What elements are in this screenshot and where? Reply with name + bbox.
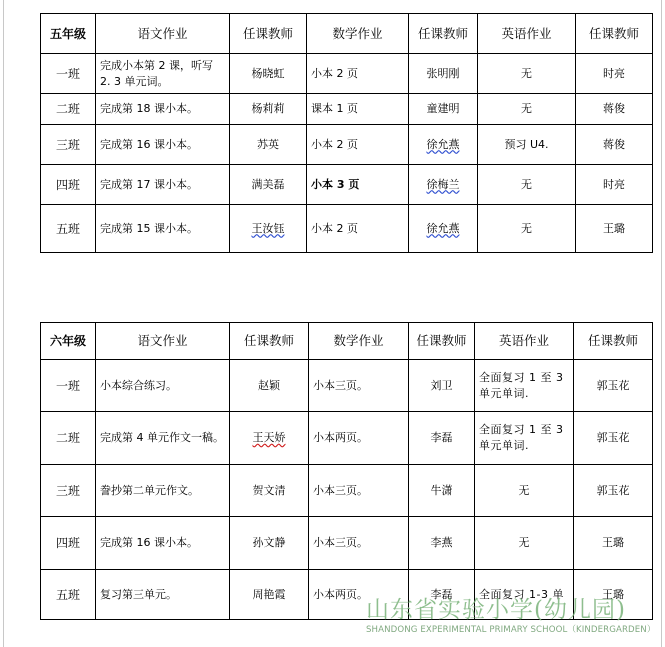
grade-label: 五年级 <box>41 14 96 54</box>
chinese-homework: 完成第 15 课小本。 <box>96 205 230 253</box>
header-teacher: 任课教师 <box>409 323 475 360</box>
class-name: 一班 <box>41 360 96 412</box>
math-homework: 小本三页。 <box>309 360 409 412</box>
chinese-homework: 完成第 16 课小本。 <box>96 517 230 570</box>
english-homework: 无 <box>478 94 576 125</box>
english-teacher: 王璐 <box>574 570 653 620</box>
math-teacher: 牛潇 <box>409 465 475 517</box>
english-teacher: 蒋俊 <box>576 125 653 165</box>
english-homework: 预习 U4. <box>478 125 576 165</box>
header-teacher: 任课教师 <box>576 14 653 54</box>
spellcheck-underlined-name: 王天娇 <box>252 431 286 444</box>
english-teacher: 蒋俊 <box>576 94 653 125</box>
chinese-teacher: 赵颖 <box>230 360 309 412</box>
chinese-homework: 完成第 4 单元作文一稿。 <box>96 412 230 465</box>
math-homework: 小本 3 页 <box>307 165 409 205</box>
table-row <box>41 205 653 253</box>
english-homework: 全面复习 1 至 3 单元单词. <box>475 412 574 465</box>
grade6-homework-table <box>40 322 653 620</box>
table-header-row <box>41 323 653 360</box>
chinese-homework: 小本综合练习。 <box>96 360 230 412</box>
math-teacher: 张明刚 <box>409 54 478 94</box>
chinese-teacher: 杨莉莉 <box>230 94 307 125</box>
table-row <box>41 360 653 412</box>
english-teacher: 郭玉花 <box>574 465 653 517</box>
table-row <box>41 94 653 125</box>
english-teacher: 王璐 <box>576 205 653 253</box>
chinese-homework: 完成第 18 课小本。 <box>96 94 230 125</box>
math-teacher <box>409 165 478 205</box>
header-english-homework: 英语作业 <box>478 14 576 54</box>
english-homework: 全面复习 1-3 单 <box>475 570 574 620</box>
chinese-homework: 完成小本第 2 课，听写 2. 3 单元词。 <box>96 54 230 94</box>
spellcheck-underlined-name: 徐梅兰 <box>426 177 460 191</box>
page-left-edge <box>3 0 4 647</box>
class-name: 四班 <box>41 517 96 570</box>
spellcheck-underlined-name: 徐允燕 <box>426 137 460 151</box>
math-teacher <box>409 125 478 165</box>
class-name: 三班 <box>41 125 96 165</box>
math-teacher: 李磊 <box>409 570 475 620</box>
english-homework: 无 <box>478 165 576 205</box>
class-name: 五班 <box>41 205 96 253</box>
math-homework: 小本 2 页 <box>307 54 409 94</box>
chinese-teacher <box>230 205 307 253</box>
english-homework: 无 <box>475 465 574 517</box>
chinese-teacher <box>230 412 309 465</box>
spellcheck-underlined-name: 王汝钰 <box>251 221 285 235</box>
english-teacher: 郭玉花 <box>574 412 653 465</box>
math-teacher: 李磊 <box>409 412 475 465</box>
class-name: 五班 <box>41 570 96 620</box>
page-right-edge <box>661 0 662 647</box>
math-homework: 小本 2 页 <box>307 205 409 253</box>
table-row <box>41 570 653 620</box>
header-teacher: 任课教师 <box>409 14 478 54</box>
table-row <box>41 125 653 165</box>
table-header-row <box>41 14 653 54</box>
chinese-teacher: 周艳霞 <box>230 570 309 620</box>
table-row <box>41 165 653 205</box>
math-homework: 小本三页。 <box>309 465 409 517</box>
spellcheck-underlined-name: 徐允燕 <box>426 221 460 235</box>
math-teacher <box>409 205 478 253</box>
english-homework: 无 <box>475 517 574 570</box>
class-name: 二班 <box>41 94 96 125</box>
math-teacher: 刘卫 <box>409 360 475 412</box>
english-teacher: 王璐 <box>574 517 653 570</box>
math-homework: 小本两页。 <box>309 412 409 465</box>
class-name: 四班 <box>41 165 96 205</box>
header-english-homework: 英语作业 <box>475 323 574 360</box>
header-teacher: 任课教师 <box>230 323 309 360</box>
class-name: 二班 <box>41 412 96 465</box>
header-math-homework: 数学作业 <box>307 14 409 54</box>
class-name: 三班 <box>41 465 96 517</box>
math-teacher: 李燕 <box>409 517 475 570</box>
header-teacher: 任课教师 <box>574 323 653 360</box>
watermark-chinese-name: 山东省实验小学(幼儿园) <box>366 597 626 623</box>
table-row <box>41 54 653 94</box>
chinese-teacher: 杨晓虹 <box>230 54 307 94</box>
chinese-homework: 完成第 17 课小本。 <box>96 165 230 205</box>
chinese-teacher: 苏英 <box>230 125 307 165</box>
math-teacher: 童建明 <box>409 94 478 125</box>
class-name: 一班 <box>41 54 96 94</box>
header-chinese-homework: 语文作业 <box>96 323 230 360</box>
english-homework: 无 <box>478 54 576 94</box>
chinese-homework: 复习第三单元。 <box>96 570 230 620</box>
table-row <box>41 465 653 517</box>
header-chinese-homework: 语文作业 <box>96 14 230 54</box>
chinese-teacher: 满美磊 <box>230 165 307 205</box>
math-homework: 小本三页。 <box>309 517 409 570</box>
table-row <box>41 412 653 465</box>
chinese-teacher: 孙文静 <box>230 517 309 570</box>
english-teacher: 时亮 <box>576 54 653 94</box>
chinese-homework: 完成第 16 课小本。 <box>96 125 230 165</box>
grade-label: 六年级 <box>41 323 96 360</box>
table-row <box>41 517 653 570</box>
math-homework: 课本 1 页 <box>307 94 409 125</box>
header-teacher: 任课教师 <box>230 14 307 54</box>
english-teacher: 时亮 <box>576 165 653 205</box>
chinese-homework: 誊抄第二单元作文。 <box>96 465 230 517</box>
english-homework: 无 <box>478 205 576 253</box>
english-teacher: 郭玉花 <box>574 360 653 412</box>
grade5-homework-table <box>40 13 653 253</box>
english-homework: 全面复习 1 至 3 单元单词. <box>475 360 574 412</box>
header-math-homework: 数学作业 <box>309 323 409 360</box>
math-homework: 小本 2 页 <box>307 125 409 165</box>
watermark-english-name: SHANDONG EXPERIMENTAL PRIMARY SCHOOL（KINDERGARDEN） <box>366 625 656 635</box>
math-homework: 小本两页。 <box>309 570 409 620</box>
chinese-teacher: 贺文清 <box>230 465 309 517</box>
